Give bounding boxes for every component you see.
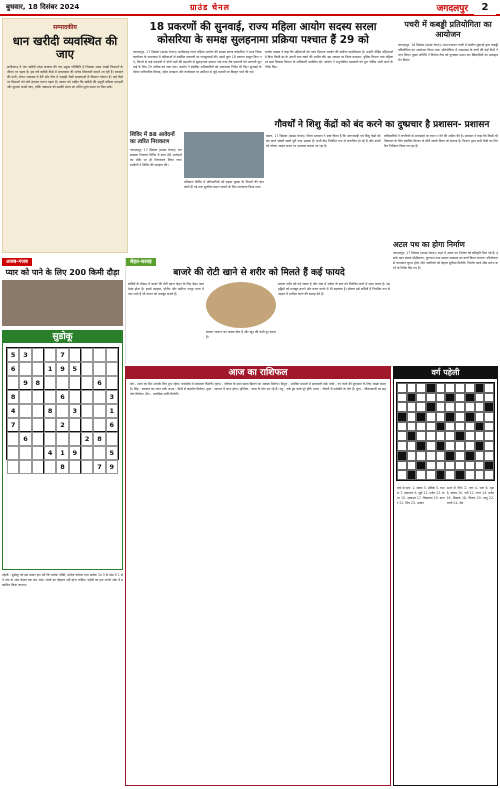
- editorial-box: [2, 18, 128, 253]
- crossword-cell[interactable]: [455, 383, 465, 393]
- horoscope-title: आज का राशिफल: [126, 367, 390, 379]
- camp-headline: शिविर में 88 आवेदनों का त्वरित निराकरण: [130, 132, 175, 145]
- editorial-body: छत्तीसगढ़ में धान खरीदी प्रदेश सरकार की एक प्रमुख गतिविधि है जिसका असर लाखों किसानों के जीवन पर पड़ता है। इस वर्ष खरीदी केंद्रों में अव्यवस्था की अनेक शिकायतें सामने आ रही हैं। बारदाने की कमी, टोकन व्यवस्था में देरी और तौल में गड़बड़ी जैसी समस्याओं से किसान परेशान हैं। कई केंद्रों पर किसानों को घंटों इंतजार करना पड़ता है। शासन को चाहिए कि खरीदी की समूची प्रक्रिया पारदर्शी और सुचारू बनाई जाए, ताकि अन्नदाता को उसकी उपज का उचित मूल्य समय पर मिल सके।: [7, 65, 123, 90]
- crossword-cell[interactable]: [436, 402, 446, 412]
- crossword-across-clues: बाएं से दाएं: 1. संकट 3. प्रतिष्ठा 5. कमल 7. समाचार 9. सूर्य 11. पर्वत 13. कथा 15. आकाश 17. विद्यालय 19. सागर 21. मित्र 23. उपवन: [397, 486, 445, 506]
- sudoku-cell[interactable]: 8: [56, 460, 68, 474]
- crossword-block-cell: [484, 461, 494, 471]
- crossword-block-cell: [436, 470, 446, 480]
- crossword-cell[interactable]: [407, 402, 417, 412]
- roti-photo: [206, 282, 276, 328]
- amazing-tag: अजब-गजब: [2, 258, 32, 266]
- sudoku-cell[interactable]: [69, 348, 81, 362]
- edition-city: जगदलपुर: [436, 4, 468, 14]
- sudoku-instructions: पहेली : सुडोकू को इस प्रकार हल करें कि प्रत्येक पंक्ति, प्रत्येक कॉलम तथा प्रत्येक 3×3 के खंड में 1 से 9 तक के अंक केवल एक बार आएं। अंकों का दोहराव नहीं होना चाहिए। पहेली का हल अगले अंक में प्रकाशित किया जाएगा।: [2, 573, 123, 588]
- crossword-cell[interactable]: [426, 393, 436, 403]
- competition-story: [398, 18, 498, 116]
- crossword-block-cell: [465, 451, 475, 461]
- sudoku-cell[interactable]: [32, 348, 44, 362]
- health-body-short: बाजरा आयरन का अच्छा स्रोत है और खून की कमी दूर करता है।: [206, 330, 276, 340]
- sudoku-cell[interactable]: 8: [44, 404, 56, 418]
- training-body: प्रशिक्षण शिविर में प्रतिभागियों को सड़क सुरक्षा के नियमों की जानकारी दी गई तथा सुरक्षित वाहन चलाने के लिए जागरूक किया गया।: [184, 180, 264, 190]
- sudoku-cell[interactable]: [19, 404, 31, 418]
- crossword-block-cell: [475, 422, 485, 432]
- crossword-cell[interactable]: [426, 470, 436, 480]
- crossword-block-cell: [397, 451, 407, 461]
- crossword-cell[interactable]: [465, 461, 475, 471]
- sudoku-cell[interactable]: 9: [19, 376, 31, 390]
- sudoku-cell[interactable]: [69, 460, 81, 474]
- sudoku-cell[interactable]: 3: [69, 404, 81, 418]
- crossword-cell[interactable]: [445, 402, 455, 412]
- sudoku-cell[interactable]: [56, 432, 68, 446]
- sudoku-cell[interactable]: [106, 432, 118, 446]
- crossword-cell[interactable]: [436, 451, 446, 461]
- crossword-block-cell: [445, 451, 455, 461]
- crossword-block-cell: [484, 402, 494, 412]
- sudoku-cell[interactable]: [7, 376, 19, 390]
- sudoku-cell[interactable]: 4: [44, 446, 56, 460]
- crossword-block-cell: [465, 412, 475, 422]
- amazing-headline: प्यार को पाने के लिए 200 किमी दौड़ा: [5, 268, 120, 277]
- sudoku-cell[interactable]: [69, 376, 81, 390]
- crossword-block-cell: [426, 383, 436, 393]
- sudoku-cell[interactable]: 7: [56, 348, 68, 362]
- crossword-cell[interactable]: [475, 470, 485, 480]
- amazing-story: [2, 258, 123, 326]
- crossword-block-cell: [407, 431, 417, 441]
- sudoku-cell[interactable]: [93, 348, 105, 362]
- sudoku-cell[interactable]: 4: [7, 404, 19, 418]
- crossword-cell[interactable]: [416, 422, 426, 432]
- sudoku-cell[interactable]: [44, 348, 56, 362]
- crossword-cell[interactable]: [416, 383, 426, 393]
- crossword-cell[interactable]: [426, 451, 436, 461]
- crossword-cell[interactable]: [475, 461, 485, 471]
- crossword-cell[interactable]: [436, 383, 446, 393]
- crossword-block-cell: [436, 441, 446, 451]
- sudoku-cell[interactable]: 9: [106, 460, 118, 474]
- crossword-cell[interactable]: [484, 422, 494, 432]
- sudoku-cell[interactable]: 3: [106, 390, 118, 404]
- tiger-photo: [2, 280, 123, 326]
- main-headline: 18 प्रकरणों की सुनवाई, राज्य महिला आयोग सदस्य सरला कोसरिया के समक्ष सुलहनामा प्रक्रिया पश्चात हैं 29 को: [149, 21, 377, 46]
- crossword-cell[interactable]: [436, 431, 446, 441]
- crossword-block-cell: [445, 393, 455, 403]
- crossword-block-cell: [416, 441, 426, 451]
- training-story: [184, 132, 264, 253]
- crossword-cell[interactable]: [465, 383, 475, 393]
- sudoku-cell[interactable]: [32, 404, 44, 418]
- crossword-title: वर्ग पहेली: [394, 367, 497, 379]
- crossword-cell[interactable]: [455, 441, 465, 451]
- sudoku-grid[interactable]: [6, 347, 119, 471]
- crossword-cell[interactable]: [475, 431, 485, 441]
- sudoku-cell[interactable]: [56, 376, 68, 390]
- sudoku-cell[interactable]: 9: [69, 446, 81, 460]
- sudoku-cell[interactable]: [81, 376, 93, 390]
- crossword-block-cell: [397, 412, 407, 422]
- sudoku-cell[interactable]: 7: [7, 418, 19, 432]
- page-header: [0, 0, 500, 16]
- camp-body: जगदलपुर, 17 दिसंबर (ग्राउंड चेनल)। जन समस्या निवारण शिविर में प्राप्त 88 आवेदनों का मौके पर ही निराकरण किया गया। ग्रामीणों ने शिविर की सराहना की।: [130, 148, 182, 168]
- gowri-body-continued: अधिकारियों ने नागरिकों से अफवाहों पर ध्यान न देने की अपील की है। प्रशासन ने कहा कि किसी भी शिकायत के लिए संबंधित विभाग से सीधे संपर्क किया जा सकता है। विभाग द्वारा सभी केंद्रों का नियमित निरीक्षण किया जा रहा है।: [383, 134, 498, 149]
- sudoku-cell[interactable]: [93, 362, 105, 376]
- crossword-cell[interactable]: [407, 383, 417, 393]
- sudoku-cell[interactable]: 6: [106, 418, 118, 432]
- crossword-cell[interactable]: [484, 383, 494, 393]
- crossword-cell[interactable]: [416, 402, 426, 412]
- crossword-cell[interactable]: [484, 470, 494, 480]
- crossword-cell[interactable]: [436, 461, 446, 471]
- training-photo: [184, 132, 264, 178]
- crossword-block-cell: [436, 422, 446, 432]
- crossword-clues: [394, 484, 497, 788]
- sudoku-cell[interactable]: [81, 460, 93, 474]
- crossword-block-cell: [465, 393, 475, 403]
- crossword-cell[interactable]: [397, 441, 407, 451]
- crossword-cell[interactable]: [455, 461, 465, 471]
- road-headline: अटल पथ का होगा निर्माण: [393, 240, 465, 249]
- crossword-cell[interactable]: [426, 441, 436, 451]
- crossword-block-cell: [407, 393, 417, 403]
- sudoku-cell[interactable]: 7: [93, 460, 105, 474]
- crossword-block-cell: [475, 383, 485, 393]
- editorial-title: धान खरीदी व्यवस्थित की जाए: [12, 34, 118, 61]
- sudoku-cell[interactable]: [69, 390, 81, 404]
- crossword-cell[interactable]: [445, 383, 455, 393]
- page-number: 2: [474, 0, 496, 15]
- sudoku-cell[interactable]: [32, 362, 44, 376]
- sudoku-cell[interactable]: [81, 446, 93, 460]
- crossword-cell[interactable]: [426, 412, 436, 422]
- sudoku-cell[interactable]: [106, 348, 118, 362]
- sudoku-cell[interactable]: 5: [7, 348, 19, 362]
- editorial-section-label: सम्पादकीय: [53, 24, 77, 31]
- sudoku-cell[interactable]: 2: [81, 432, 93, 446]
- crossword-cell[interactable]: [455, 402, 465, 412]
- crossword-cell[interactable]: [455, 422, 465, 432]
- sudoku-cell[interactable]: [7, 432, 19, 446]
- crossword-grid[interactable]: [396, 382, 495, 481]
- crossword-cell[interactable]: [445, 431, 455, 441]
- sudoku-cell[interactable]: 6: [7, 362, 19, 376]
- sudoku-cell[interactable]: [93, 446, 105, 460]
- crossword-block-cell: [455, 470, 465, 480]
- sudoku-cell[interactable]: [93, 418, 105, 432]
- crossword-cell[interactable]: [426, 461, 436, 471]
- crossword-cell[interactable]: [455, 412, 465, 422]
- sudoku-cell[interactable]: [19, 460, 31, 474]
- sudoku-cell[interactable]: [106, 362, 118, 376]
- sudoku-cell[interactable]: [81, 362, 93, 376]
- health-headline: बाजरे की रोटी खाने से शरीर को मिलते हैं कई फायदे: [173, 268, 345, 278]
- crossword-cell[interactable]: [436, 412, 446, 422]
- sudoku-cell[interactable]: [81, 404, 93, 418]
- sudoku-cell[interactable]: [19, 362, 31, 376]
- crossword-cell[interactable]: [465, 431, 475, 441]
- crossword-cell[interactable]: [484, 412, 494, 422]
- horoscope-box: [125, 366, 391, 786]
- crossword-cell[interactable]: [397, 461, 407, 471]
- crossword-block-cell: [416, 461, 426, 471]
- crossword-cell[interactable]: [484, 393, 494, 403]
- crossword-block-cell: [416, 412, 426, 422]
- sudoku-cell[interactable]: 1: [44, 362, 56, 376]
- crossword-cell[interactable]: [407, 441, 417, 451]
- health-body-continued: बाजरा शरीर को गर्म रखता है और रक्त में शर्करा के स्तर को नियंत्रित करने में मदद करता है। यह हड्डियों को मजबूत बनाने और वजन घटाने में भी सहायक है। डॉक्टर इसे सर्दियों में नियमित रूप से आहार में शामिल करने की सलाह देते हैं।: [278, 282, 390, 297]
- sudoku-cell[interactable]: [19, 446, 31, 460]
- crossword-cell[interactable]: [455, 451, 465, 461]
- crossword-cell[interactable]: [407, 451, 417, 461]
- sudoku-cell[interactable]: [81, 418, 93, 432]
- crossword-block-cell: [455, 431, 465, 441]
- crossword-cell[interactable]: [397, 422, 407, 432]
- sudoku-cell[interactable]: [19, 418, 31, 432]
- horoscope-body: मेष - आज का दिन आपके लिए शुभ रहेगा। कार्यक्षेत्र में सफलता मिलेगी। वृषभ - परिवार के साथ समय बिताने का अवसर मिलेगा। मिथुन - आर्थिक मामलों में सावधानी रखें। कर्क - नए कार्य की शुरुआत के लिए अच्छा समय है। सिंह - स्वास्थ्य का ध्यान रखें। कन्या - मित्रों से सहयोग मिलेगा। तुला - व्यापार में लाभ होगा। वृश्चिक - यात्रा के योग बन रहे हैं। धनु - रुके हुए कार्य पूरे होंगे। मकर - नौकरी में पदोन्नति के योग हैं। कुंभ - जीवनसाथी का सहयोग मिलेगा। मीन - मानसिक शांति मिलेगी।: [130, 382, 386, 397]
- crossword-cell[interactable]: [484, 451, 494, 461]
- sudoku-cell[interactable]: [44, 418, 56, 432]
- sudoku-cell[interactable]: 2: [56, 418, 68, 432]
- crossword-cell[interactable]: [407, 422, 417, 432]
- crossword-cell[interactable]: [416, 470, 426, 480]
- crossword-cell[interactable]: [397, 431, 407, 441]
- brand-name: ग्राउंड चेनल: [190, 3, 230, 12]
- crossword-block-cell: [426, 402, 436, 412]
- sudoku-cell[interactable]: 6: [19, 432, 31, 446]
- crossword-cell[interactable]: [426, 422, 436, 432]
- crossword-cell[interactable]: [465, 470, 475, 480]
- sudoku-cell[interactable]: [7, 446, 19, 460]
- health-tag: सेहत-सलाह: [126, 258, 156, 266]
- sudoku-cell[interactable]: 1: [56, 446, 68, 460]
- competition-body: जगदलपुर, 16 दिसंबर (ग्राउंड चेनल)। ग्राम पंचायत पचरी में ग्रामीण युवाओं द्वारा कबड्डी प्रतियोगिता का आयोजन किया गया। प्रतियोगिता में आसपास के गांवों की कई टीमों ने भाग लिया। मुख्य अतिथि ने विजेता टीम को पुरस्कार प्रदान कर खिलाड़ियों का उत्साहवर्धन किया।: [398, 43, 498, 63]
- crossword-cell[interactable]: [475, 412, 485, 422]
- crossword-cell[interactable]: [475, 451, 485, 461]
- crossword-down-clues: ऊपर से नीचे: 2. नगर 4. जल 6. वृक्ष 8. कलम 10. नदी 12. गगन 14. दर्पण 16. शिक्षक 18. किरण 20. वायु 22. धरती 24. मेघ: [446, 486, 494, 506]
- crossword-cell[interactable]: [445, 470, 455, 480]
- main-story-body-continued: आयोग सदस्य ने कहा कि महिलाओं को न्याय दिलाना आयोग की सर्वोच्च प्राथमिकता है। उन्होंने पीड़ित महिलाओं से बिना किसी डर के अपनी बात रखने की अपील की। इस अवसर पर जिला प्रशासन, पुलिस विभाग तथा महिला एवं बाल विकास विभाग के अधिकारी उपस्थित रहे। आयोग ने अनुपस्थित पक्षकारों को पुनः नोटिस जारी करने के निर्देश दिए।: [264, 50, 393, 70]
- sudoku-cell[interactable]: [93, 404, 105, 418]
- crossword-box: [393, 366, 498, 786]
- sudoku-cell[interactable]: [32, 446, 44, 460]
- sudoku-cell[interactable]: [81, 348, 93, 362]
- sudoku-cell[interactable]: [93, 390, 105, 404]
- crossword-cell[interactable]: [484, 441, 494, 451]
- sudoku-title: सुडोकू: [3, 331, 122, 343]
- gowri-columns: [266, 134, 498, 244]
- crossword-cell[interactable]: [397, 470, 407, 480]
- sudoku-box: [2, 330, 123, 570]
- sudoku-cell[interactable]: 6: [93, 376, 105, 390]
- competition-headline: पचरी में कबड्डी प्रतियोगिता का आयोजन: [404, 20, 492, 39]
- road-body: जगदलपुर, 17 दिसंबर (ग्राउंड चेनल)। शहर में अटल पथ निर्माण को स्वीकृति मिल गई है। इसके तहत सड़क चौड़ीकरण, फुटपाथ तथा प्रकाश व्यवस्था का कार्य किया जाएगा। परियोजना से यातायात सुगम होगा और नागरिकों को बेहतर सुविधा मिलेगी। निर्माण कार्य शीघ्र प्रारंभ करने के निर्देश दिए गए हैं।: [393, 251, 498, 271]
- crossword-cell[interactable]: [445, 422, 455, 432]
- sudoku-cell[interactable]: [32, 460, 44, 474]
- sudoku-cell[interactable]: 8: [93, 432, 105, 446]
- crossword-cell[interactable]: [445, 441, 455, 451]
- sudoku-cell[interactable]: [44, 390, 56, 404]
- crossword-cell[interactable]: [445, 461, 455, 471]
- sudoku-cell[interactable]: [44, 460, 56, 474]
- sudoku-cell[interactable]: [32, 390, 44, 404]
- health-body: सर्दियों के मौसम में बाजरे की रोटी खाना सेहत के लिए बेहद फायदेमंद होता है। इसमें फाइबर, प्रोटीन और खनिज भरपूर मात्रा में पाए जाते हैं जो पाचन को मजबूत बनाते हैं।: [128, 282, 204, 297]
- sudoku-cell[interactable]: 5: [69, 362, 81, 376]
- crossword-block-cell: [407, 470, 417, 480]
- sudoku-cell[interactable]: [7, 460, 19, 474]
- crossword-cell[interactable]: [397, 383, 407, 393]
- crossword-cell[interactable]: [426, 431, 436, 441]
- crossword-cell[interactable]: [416, 431, 426, 441]
- sudoku-cell[interactable]: [106, 376, 118, 390]
- sudoku-cell[interactable]: 5: [106, 446, 118, 460]
- crossword-cell[interactable]: [407, 412, 417, 422]
- crossword-cell[interactable]: [484, 431, 494, 441]
- sudoku-cell[interactable]: [81, 390, 93, 404]
- crossword-block-cell: [475, 441, 485, 451]
- crossword-block-cell: [445, 412, 455, 422]
- camp-story: [130, 132, 182, 253]
- crossword-cell[interactable]: [465, 422, 475, 432]
- sudoku-cell[interactable]: 6: [56, 390, 68, 404]
- gowri-body: बस्तर, 17 दिसंबर (ग्राउंड चेनल)। जिला प्रशासन ने स्पष्ट किया है कि आंगनबाड़ी एवं शिशु केंद्रों को बंद करने संबंधी खबरें पूरी तरह भ्रामक हैं। सभी केंद्र नियमित रूप से संचालित हो रहे हैं और बच्चों को पोषण आहार समय पर उपलब्ध कराया जा रहा है।: [266, 134, 381, 149]
- crossword-cell[interactable]: [475, 393, 485, 403]
- crossword-cell[interactable]: [475, 402, 485, 412]
- crossword-cell[interactable]: [407, 461, 417, 471]
- crossword-cell[interactable]: [416, 451, 426, 461]
- sudoku-cell[interactable]: [44, 376, 56, 390]
- crossword-cell[interactable]: [416, 393, 426, 403]
- crossword-cell[interactable]: [397, 402, 407, 412]
- health-story: [125, 258, 391, 364]
- crossword-cell[interactable]: [397, 393, 407, 403]
- crossword-cell[interactable]: [436, 393, 446, 403]
- crossword-cell[interactable]: [455, 393, 465, 403]
- sudoku-cell[interactable]: 9: [56, 362, 68, 376]
- sudoku-cell[interactable]: [44, 432, 56, 446]
- sudoku-cell[interactable]: 1: [106, 404, 118, 418]
- crossword-cell[interactable]: [465, 402, 475, 412]
- sudoku-cell[interactable]: [56, 404, 68, 418]
- road-story: [393, 240, 498, 364]
- sudoku-cell[interactable]: [69, 432, 81, 446]
- issue-date: बुधवार, 18 दिसंबर 2024: [6, 3, 80, 11]
- sudoku-cell[interactable]: 3: [19, 348, 31, 362]
- crossword-cell[interactable]: [465, 441, 475, 451]
- main-story-body: जगदलपुर, 17 दिसंबर (ग्राउंड चेनल)। छत्तीसगढ़ राज्य महिला आयोग की सदस्य सरला कोसरिया ने आज जिला कार्यालय के सभाकक्ष में महिलाओं से संबंधित प्रकरणों पर जनसुनवाई की। इसमें कुल 18 प्रकरण प्रस्तुत किए गए, जिनमें से कई प्रकरणों में दोनों पक्षों की सहमति से सुलहनामा कराया गया तथा शेष प्रकरणों को आगामी सुनवाई के लिए 29 तारीख को रखा गया। आयोग ने संबंधित अधिकारियों को आवश्यक निर्देश भी दिए। सुनवाई के दौरान पारिवारिक विवाद, दहेज प्रताड़ना और कार्यस्थल पर उत्पीड़न से जुड़े मामलों पर विस्तृत चर्चा की गई।: [133, 50, 262, 75]
- gowri-story: [266, 120, 498, 253]
- sudoku-cell[interactable]: [69, 418, 81, 432]
- sudoku-cell[interactable]: [32, 432, 44, 446]
- sudoku-cell[interactable]: [32, 418, 44, 432]
- gowri-headline: गौवर्धों ने शिशु केंद्रों को बंद करने का दुष्प्रचार है प्रशासन- प्रशासन: [274, 120, 490, 130]
- sudoku-cell[interactable]: [19, 390, 31, 404]
- sudoku-cell[interactable]: 8: [32, 376, 44, 390]
- sudoku-cell[interactable]: 8: [7, 390, 19, 404]
